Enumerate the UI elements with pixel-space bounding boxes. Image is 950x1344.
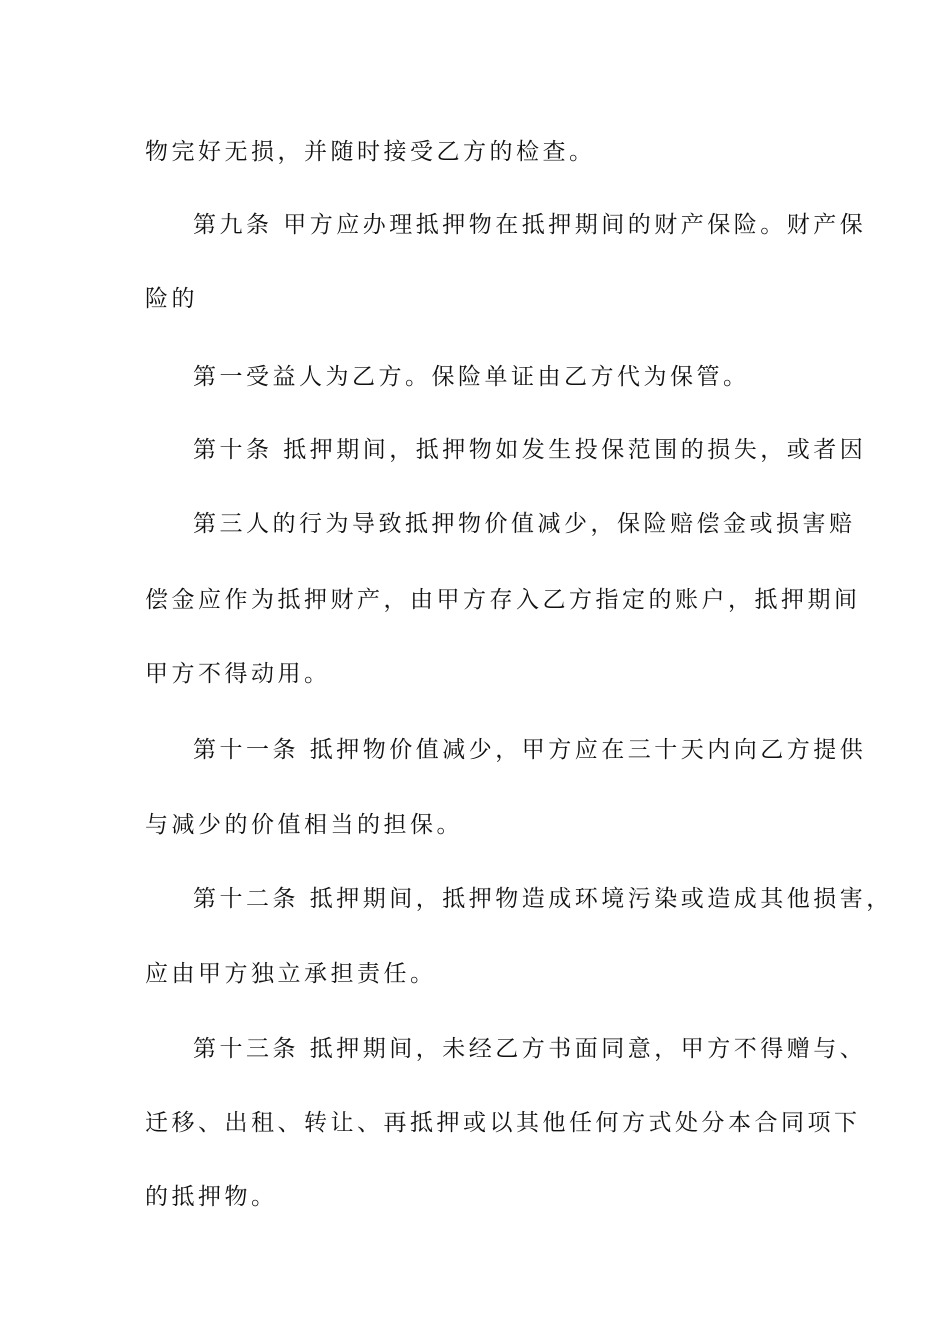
article-10-heading-line: 第十条 抵押期间，抵押物如发生投保范围的损失，或者因 [193,437,867,463]
article-11-heading-line: 第十一条 抵押物价值减少，甲方应在三十天内向乙方提供 [193,737,867,763]
article-9-heading-line: 第九条 甲方应办理抵押物在抵押期间的财产保险。财产保 [193,212,867,238]
text-line: 迁移、出租、转让、再抵押或以其他任何方式处分本合同项下 [145,1110,861,1136]
text-line: 第三人的行为导致抵押物价值减少，保险赔偿金或损害赔 [193,511,856,537]
text-line: 的抵押物。 [145,1184,278,1210]
text-line: 偿金应作为抵押财产，由甲方存入乙方指定的账户，抵押期间 [145,587,861,613]
text-line: 与减少的价值相当的担保。 [145,812,463,838]
text-line: 物完好无损，并随时接受乙方的检查。 [145,139,596,165]
article-12-heading-line: 第十二条 抵押期间，抵押物造成环境污染或造成其他损害， [193,886,893,912]
text-line: 应由甲方独立承担责任。 [145,961,437,987]
text-line: 第一受益人为乙方。保险单证由乙方代为保管。 [193,364,750,390]
article-13-heading-line: 第十三条 抵押期间，未经乙方书面同意，甲方不得赠与、 [193,1036,867,1062]
text-line: 甲方不得动用。 [145,661,331,687]
text-line: 险的 [145,286,198,312]
